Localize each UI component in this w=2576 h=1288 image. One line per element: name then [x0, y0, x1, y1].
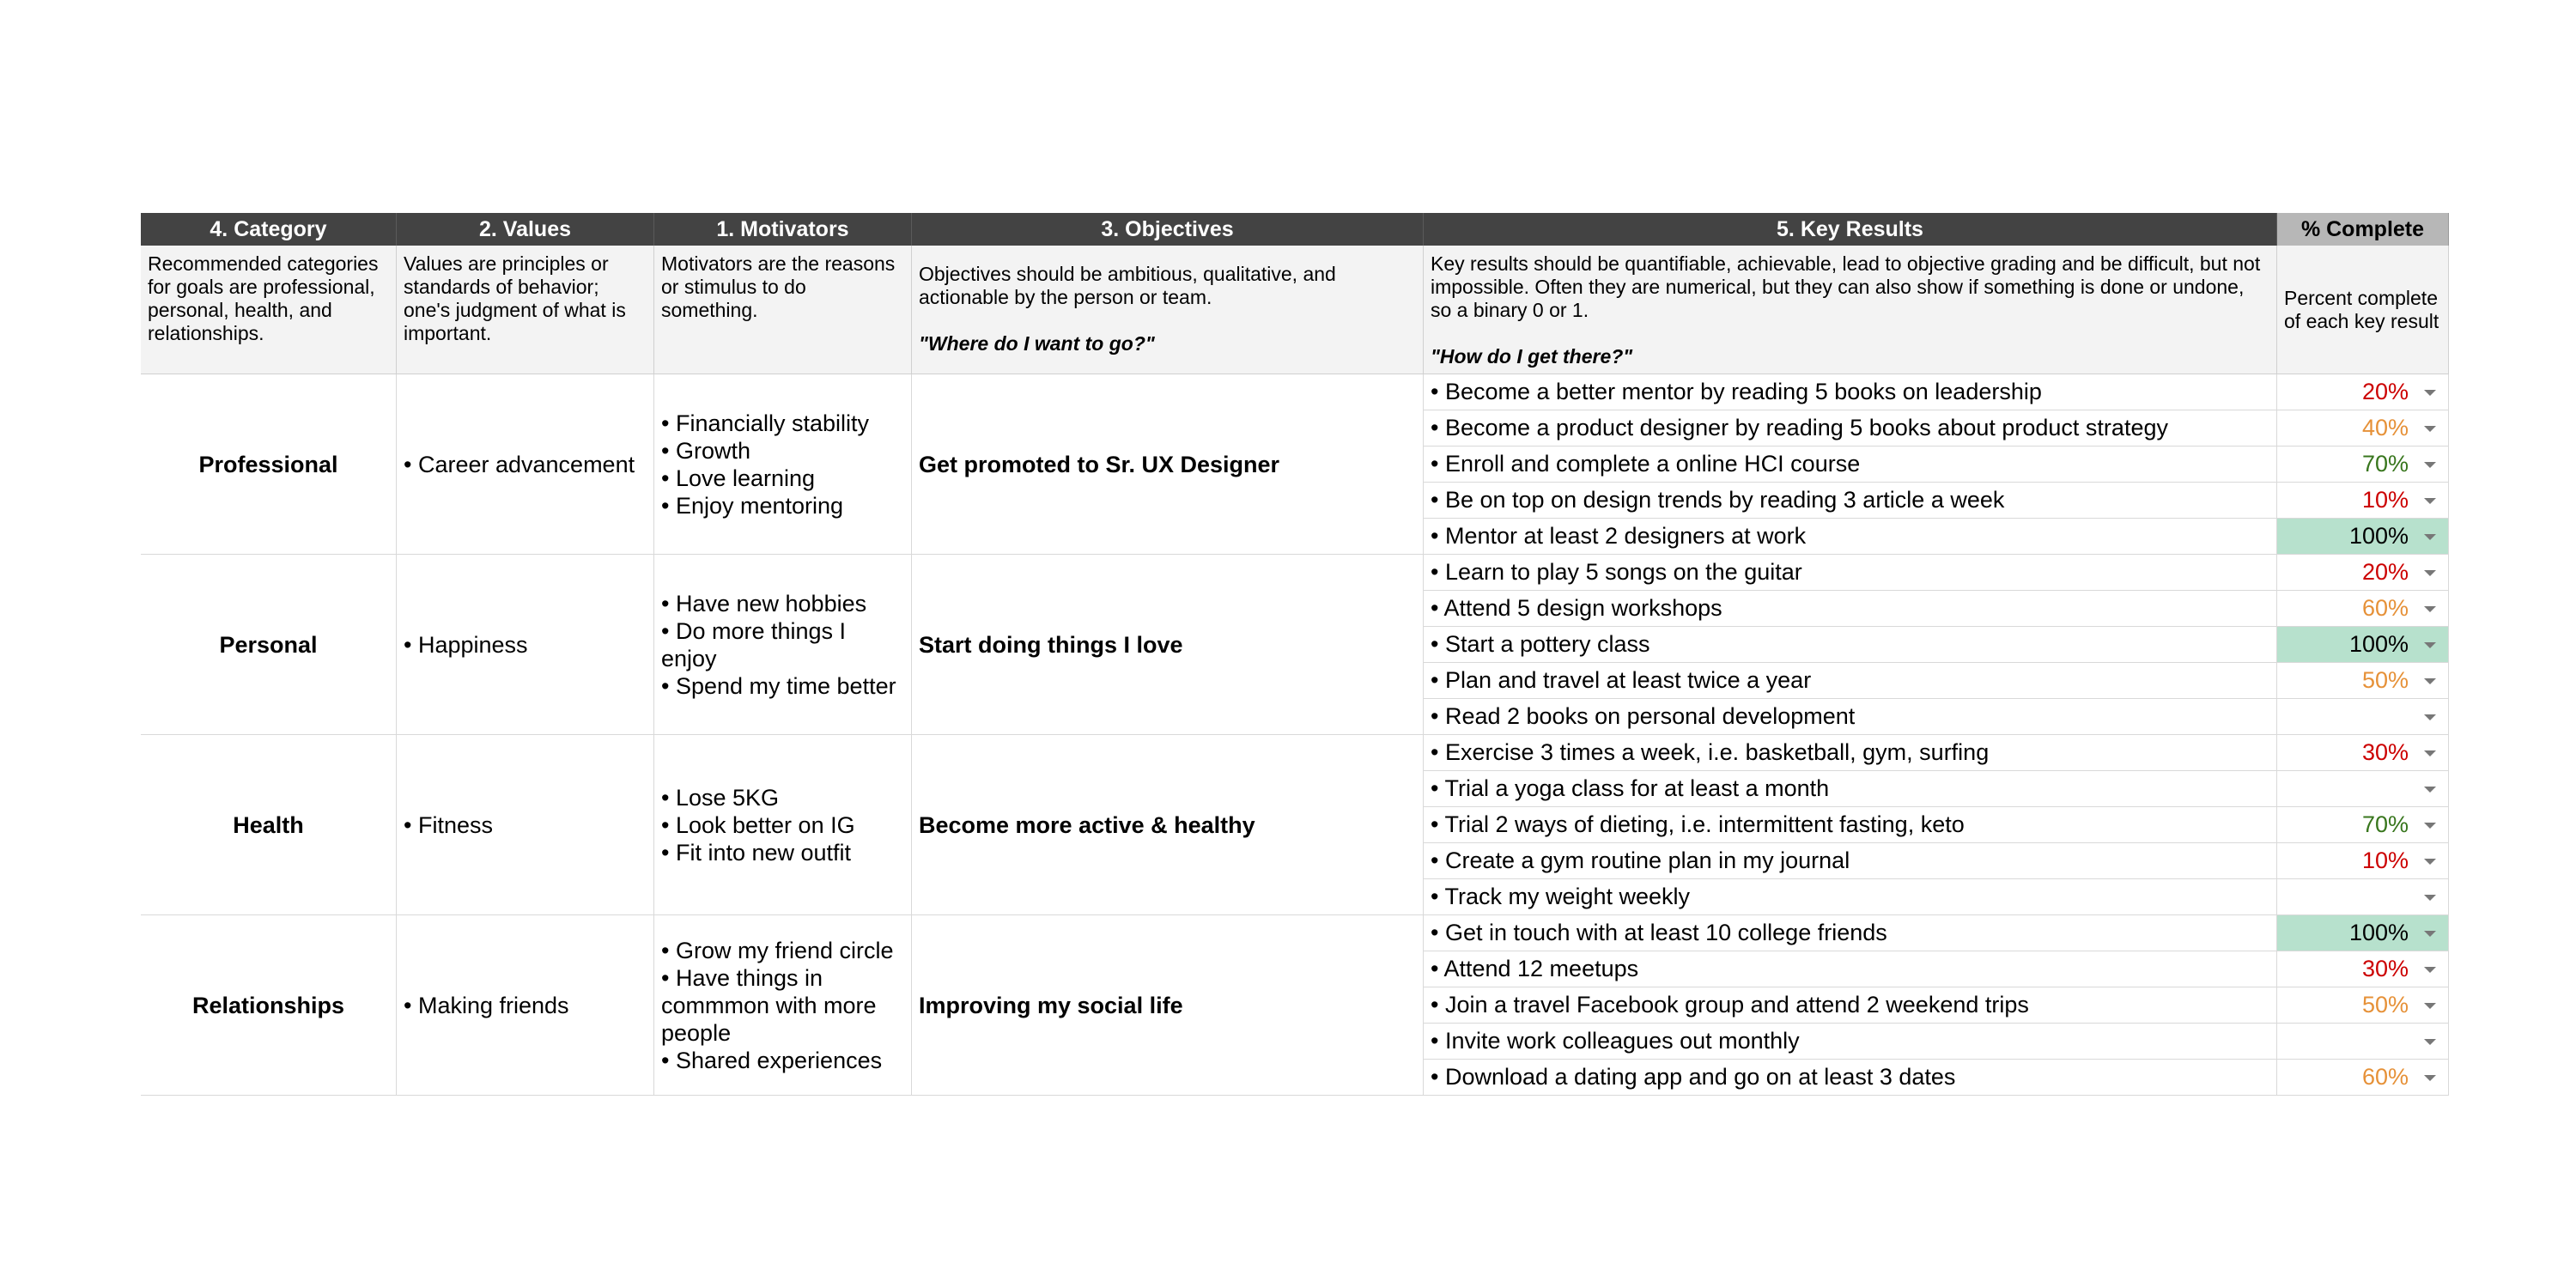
pct-value: 20% — [2361, 379, 2409, 404]
motivators-list — [661, 784, 855, 866]
pct-complete-dropdown[interactable] — [2277, 555, 2449, 591]
pct-complete-dropdown[interactable] — [2277, 663, 2449, 699]
pct-complete-dropdown[interactable] — [2277, 1060, 2449, 1096]
pct-complete-dropdown[interactable] — [2277, 987, 2449, 1024]
header-category[interactable]: 4. Category — [141, 213, 397, 246]
key-result-cell[interactable]: • Plan and travel at least twice a year — [1424, 663, 2277, 699]
dropdown-caret-icon[interactable] — [2424, 714, 2436, 720]
key-result-cell[interactable]: • Trial 2 ways of dieting, i.e. intermittent fasting, keto — [1424, 807, 2277, 843]
pct-complete-dropdown[interactable] — [2277, 699, 2449, 735]
pct-complete-dropdown[interactable] — [2277, 410, 2449, 447]
key-result-cell[interactable]: • Get in touch with at least 10 college friends — [1424, 915, 2277, 951]
pct-complete-dropdown[interactable] — [2277, 735, 2449, 771]
dropdown-caret-icon[interactable] — [2424, 1003, 2436, 1009]
dropdown-caret-icon[interactable] — [2424, 967, 2436, 973]
key-result-cell[interactable]: • Learn to play 5 songs on the guitar — [1424, 555, 2277, 591]
objective-cell[interactable]: Improving my social life — [912, 915, 1424, 1096]
dropdown-caret-icon[interactable] — [2424, 823, 2436, 829]
values-cell[interactable]: • Making friends — [397, 915, 654, 1096]
dropdown-caret-icon[interactable] — [2424, 931, 2436, 937]
key-result-cell[interactable]: • Attend 12 meetups — [1424, 951, 2277, 987]
motivator-item: • Lose 5KG — [661, 784, 780, 811]
desc-objectives[interactable] — [912, 246, 1424, 374]
dropdown-caret-icon[interactable] — [2424, 1039, 2436, 1045]
motivators-list — [661, 937, 904, 1074]
key-result-cell[interactable]: • Create a gym routine plan in my journal — [1424, 843, 2277, 879]
pct-complete-dropdown[interactable] — [2277, 1024, 2449, 1060]
pct-value: 30% — [2361, 956, 2409, 981]
dropdown-caret-icon[interactable] — [2424, 1075, 2436, 1081]
values-cell[interactable]: • Fitness — [397, 735, 654, 915]
pct-complete-dropdown[interactable] — [2277, 447, 2449, 483]
dropdown-caret-icon[interactable] — [2424, 390, 2436, 396]
key-result-cell[interactable]: • Become a better mentor by reading 5 books on leadership — [1424, 374, 2277, 410]
key-result-cell[interactable]: • Exercise 3 times a week, i.e. basketball, gym, surfing — [1424, 735, 2277, 771]
category-cell[interactable]: Personal — [141, 555, 397, 735]
key-result-cell[interactable]: • Be on top on design trends by reading 3 article a week — [1424, 483, 2277, 519]
pct-complete-dropdown[interactable] — [2277, 879, 2449, 915]
pct-value: 50% — [2361, 667, 2409, 693]
key-result-cell[interactable]: • Download a dating app and go on at least 3 dates — [1424, 1060, 2277, 1096]
motivator-item: • Look better on IG — [661, 811, 855, 838]
pct-value: 100% — [2348, 631, 2409, 657]
motivators-list — [661, 590, 904, 700]
motivators-cell[interactable] — [654, 915, 912, 1096]
pct-value: 100% — [2348, 523, 2409, 549]
header-motivators[interactable]: 1. Motivators — [654, 213, 912, 246]
pct-value: 20% — [2361, 559, 2409, 585]
category-cell[interactable]: Relationships — [141, 915, 397, 1096]
pct-value: 70% — [2361, 451, 2409, 477]
key-result-cell[interactable]: • Join a travel Facebook group and attend 2 weekend trips — [1424, 987, 2277, 1024]
dropdown-caret-icon[interactable] — [2424, 642, 2436, 648]
pct-value: 70% — [2361, 811, 2409, 837]
key-result-cell[interactable]: • Invite work colleagues out monthly — [1424, 1024, 2277, 1060]
motivator-item: • Fit into new outfit — [661, 839, 852, 866]
pct-complete-dropdown[interactable] — [2277, 627, 2449, 663]
desc-key-results[interactable] — [1424, 246, 2277, 374]
motivators-list — [661, 410, 869, 519]
desc-category[interactable] — [141, 246, 397, 374]
header-pct-complete[interactable]: % Complete — [2277, 213, 2449, 246]
pct-complete-dropdown[interactable] — [2277, 374, 2449, 410]
motivator-item: • Love learning — [661, 465, 816, 491]
pct-complete-dropdown[interactable] — [2277, 807, 2449, 843]
pct-complete-dropdown[interactable] — [2277, 843, 2449, 879]
dropdown-caret-icon[interactable] — [2424, 859, 2436, 865]
desc-motivators-text: Motivators are the reasons or stimulus to do something. — [661, 252, 896, 321]
motivators-cell[interactable] — [654, 735, 912, 915]
motivators-cell[interactable] — [654, 555, 912, 735]
motivators-cell[interactable] — [654, 374, 912, 555]
pct-value: 30% — [2361, 739, 2409, 765]
pct-value: 50% — [2361, 992, 2409, 1018]
key-result-cell[interactable]: • Attend 5 design workshops — [1424, 591, 2277, 627]
category-cell[interactable]: Health — [141, 735, 397, 915]
dropdown-caret-icon[interactable] — [2424, 462, 2436, 468]
dropdown-caret-icon[interactable] — [2424, 750, 2436, 756]
motivator-item: • Grow my friend circle — [661, 937, 894, 963]
dropdown-caret-icon[interactable] — [2424, 895, 2436, 901]
motivator-item: • Shared experiences — [661, 1047, 883, 1073]
values-cell[interactable]: • Career advancement — [397, 374, 654, 555]
header-objectives[interactable]: 3. Objectives — [912, 213, 1424, 246]
desc-key-results-quote: "How do I get there?" — [1431, 345, 1633, 368]
desc-category-text: Recommended categories for goals are professional, personal, health, and relationships. — [148, 252, 379, 344]
objective-cell[interactable]: Become more active & healthy — [912, 735, 1424, 915]
key-result-cell[interactable]: • Mentor at least 2 designers at work — [1424, 519, 2277, 555]
motivator-item: • Have new hobbies — [661, 590, 867, 617]
key-result-cell[interactable]: • Start a pottery class — [1424, 627, 2277, 663]
desc-values[interactable] — [397, 246, 654, 374]
pct-value: 40% — [2361, 415, 2409, 440]
dropdown-caret-icon[interactable] — [2424, 498, 2436, 504]
motivator-item: • Growth — [661, 437, 750, 464]
dropdown-caret-icon[interactable] — [2424, 606, 2436, 612]
key-result-cell[interactable]: • Enroll and complete a online HCI course — [1424, 447, 2277, 483]
desc-motivators[interactable] — [654, 246, 912, 374]
desc-pct-complete-text: Percent complete of each key result — [2284, 287, 2439, 332]
objective-cell[interactable]: Start doing things I love — [912, 555, 1424, 735]
pct-complete-dropdown[interactable] — [2277, 951, 2449, 987]
desc-pct-complete[interactable] — [2277, 246, 2449, 374]
desc-objectives-quote: "Where do I want to go?" — [919, 332, 1155, 355]
pct-value: 60% — [2361, 595, 2409, 621]
motivator-item: • Do more things I enjoy — [661, 617, 847, 671]
pct-complete-dropdown[interactable] — [2277, 915, 2449, 951]
pct-value: 60% — [2361, 1064, 2409, 1090]
dropdown-caret-icon[interactable] — [2424, 787, 2436, 793]
key-result-cell[interactable]: • Become a product designer by reading 5 books about product strategy — [1424, 410, 2277, 447]
desc-key-results-text: Key results should be quantifiable, achievable, lead to objective grading and be difficult, but not impossible. Often they are numerical, but they can also show if something is done or undone, so a binary 0 or 1. — [1431, 252, 2261, 321]
header-key-results[interactable]: 5. Key Results — [1424, 213, 2277, 246]
key-result-cell[interactable]: • Track my weight weekly — [1424, 879, 2277, 915]
key-result-cell[interactable]: • Trial a yoga class for at least a month — [1424, 771, 2277, 807]
pct-complete-dropdown[interactable] — [2277, 591, 2449, 627]
pct-complete-dropdown[interactable] — [2277, 483, 2449, 519]
desc-objectives-text: Objectives should be ambitious, qualitative, and actionable by the person or team. — [919, 263, 1336, 308]
dropdown-caret-icon[interactable] — [2424, 570, 2436, 576]
key-result-cell[interactable]: • Read 2 books on personal development — [1424, 699, 2277, 735]
pct-complete-dropdown[interactable] — [2277, 771, 2449, 807]
header-values[interactable]: 2. Values — [397, 213, 654, 246]
objective-cell[interactable]: Get promoted to Sr. UX Designer — [912, 374, 1424, 555]
dropdown-caret-icon[interactable] — [2424, 678, 2436, 684]
motivator-item: • Financially stability — [661, 410, 870, 436]
pct-value: 100% — [2348, 920, 2409, 945]
desc-values-text: Values are principles or standards of behavior; one's judgment of what is important. — [404, 252, 626, 344]
motivator-item: • Enjoy mentoring — [661, 492, 844, 519]
dropdown-caret-icon[interactable] — [2424, 426, 2436, 432]
pct-value: 10% — [2361, 848, 2409, 873]
pct-value: 10% — [2361, 487, 2409, 513]
category-cell[interactable]: Professional — [141, 374, 397, 555]
values-cell[interactable]: • Happiness — [397, 555, 654, 735]
dropdown-caret-icon[interactable] — [2424, 534, 2436, 540]
motivator-item: • Spend my time better — [661, 672, 896, 699]
motivator-item: • Have things in commmon with more people — [661, 964, 877, 1046]
pct-complete-dropdown[interactable] — [2277, 519, 2449, 555]
